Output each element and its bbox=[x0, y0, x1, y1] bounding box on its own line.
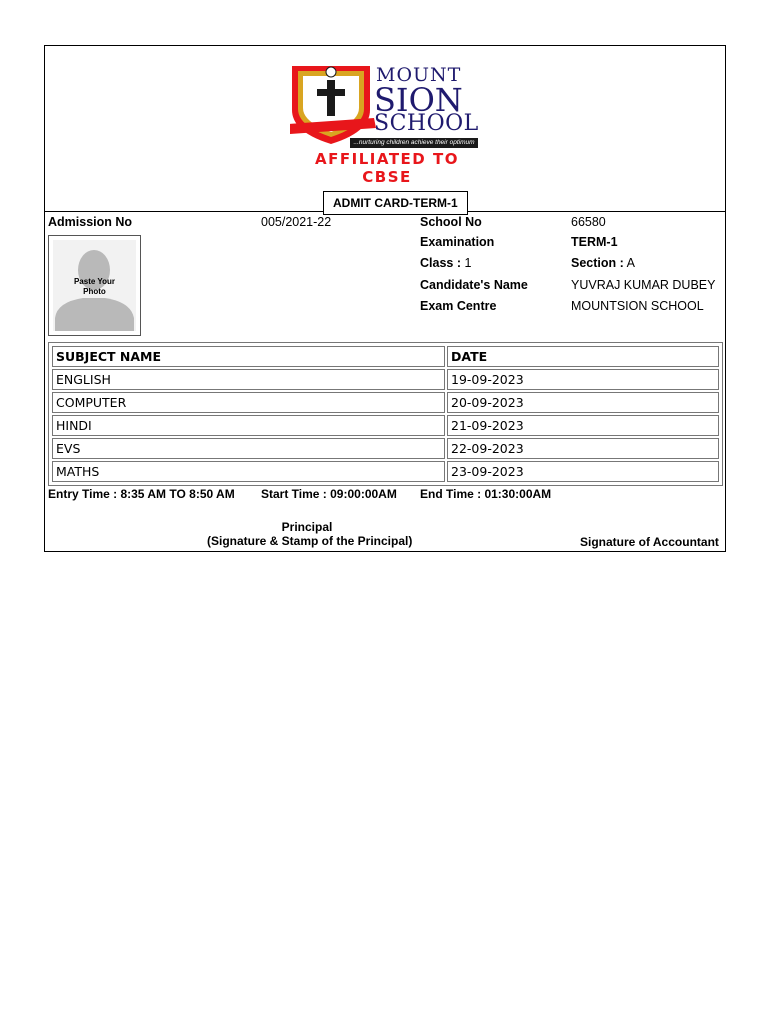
table-header-row bbox=[52, 346, 719, 367]
section-value: A bbox=[626, 256, 635, 270]
principal-title: Principal bbox=[281, 520, 333, 534]
principal-signature bbox=[207, 520, 413, 548]
photo-placeholder bbox=[48, 235, 141, 336]
logo-tagline: ...nurturing children achieve their optimum bbox=[350, 138, 478, 148]
candidate-name-label: Candidate's Name bbox=[420, 278, 528, 292]
table-row bbox=[52, 415, 719, 436]
exam-centre-label: Exam Centre bbox=[420, 299, 497, 313]
subject-cell: COMPUTER bbox=[52, 392, 445, 413]
table-row bbox=[52, 369, 719, 390]
logo-word-sion: SION bbox=[374, 81, 463, 119]
school-logo bbox=[290, 62, 485, 186]
date-cell: 19-09-2023 bbox=[447, 369, 719, 390]
photo-placeholder-text bbox=[49, 277, 140, 297]
examination-label: Examination bbox=[420, 235, 495, 249]
photo-text-line2: Photo bbox=[83, 287, 106, 296]
table-row bbox=[52, 392, 719, 413]
admission-no-label: Admission No bbox=[48, 215, 133, 229]
exam-centre-value: MOUNTSION SCHOOL bbox=[571, 299, 704, 313]
section-field bbox=[571, 256, 635, 271]
start-time: Start Time : 09:00:00AM bbox=[261, 487, 397, 501]
class-field bbox=[420, 256, 471, 271]
school-no-value: 66580 bbox=[571, 215, 606, 229]
table-row bbox=[52, 461, 719, 482]
logo-word-mount: MOUNT bbox=[376, 64, 462, 86]
table-row bbox=[52, 438, 719, 459]
date-cell: 22-09-2023 bbox=[447, 438, 719, 459]
admit-card bbox=[44, 45, 726, 552]
photo-text-line1: Paste Your bbox=[73, 277, 116, 286]
subject-cell: ENGLISH bbox=[52, 369, 445, 390]
date-cell: 23-09-2023 bbox=[447, 461, 719, 482]
card-title: ADMIT CARD-TERM-1 bbox=[323, 191, 468, 215]
admission-no-value: 005/2021-22 bbox=[261, 215, 332, 229]
subject-schedule-table bbox=[48, 342, 723, 486]
subject-cell: HINDI bbox=[52, 415, 445, 436]
date-cell: 20-09-2023 bbox=[447, 392, 719, 413]
class-label: Class : bbox=[420, 256, 461, 270]
end-time: End Time : 01:30:00AM bbox=[420, 487, 552, 501]
section-label: Section : bbox=[571, 256, 624, 270]
examination-value: TERM-1 bbox=[571, 235, 618, 249]
affiliation-text: AFFILIATED TO CBSE bbox=[315, 150, 459, 186]
class-value: 1 bbox=[464, 256, 472, 270]
subject-cell: EVS bbox=[52, 438, 445, 459]
accountant-signature: Signature of Accountant bbox=[580, 535, 719, 549]
subject-name-header: SUBJECT NAME bbox=[52, 346, 445, 367]
candidate-name-value: YUVRAJ KUMAR DUBEY bbox=[571, 278, 716, 292]
subject-cell: MATHS bbox=[52, 461, 445, 482]
principal-signature-note: (Signature & Stamp of the Principal) bbox=[207, 534, 413, 548]
school-no-label: School No bbox=[420, 215, 482, 229]
entry-time: Entry Time : 8:35 AM TO 8:50 AM bbox=[48, 487, 235, 501]
date-header: DATE bbox=[447, 346, 719, 367]
logo-word-school: SCHOOL bbox=[374, 111, 479, 136]
date-cell: 21-09-2023 bbox=[447, 415, 719, 436]
